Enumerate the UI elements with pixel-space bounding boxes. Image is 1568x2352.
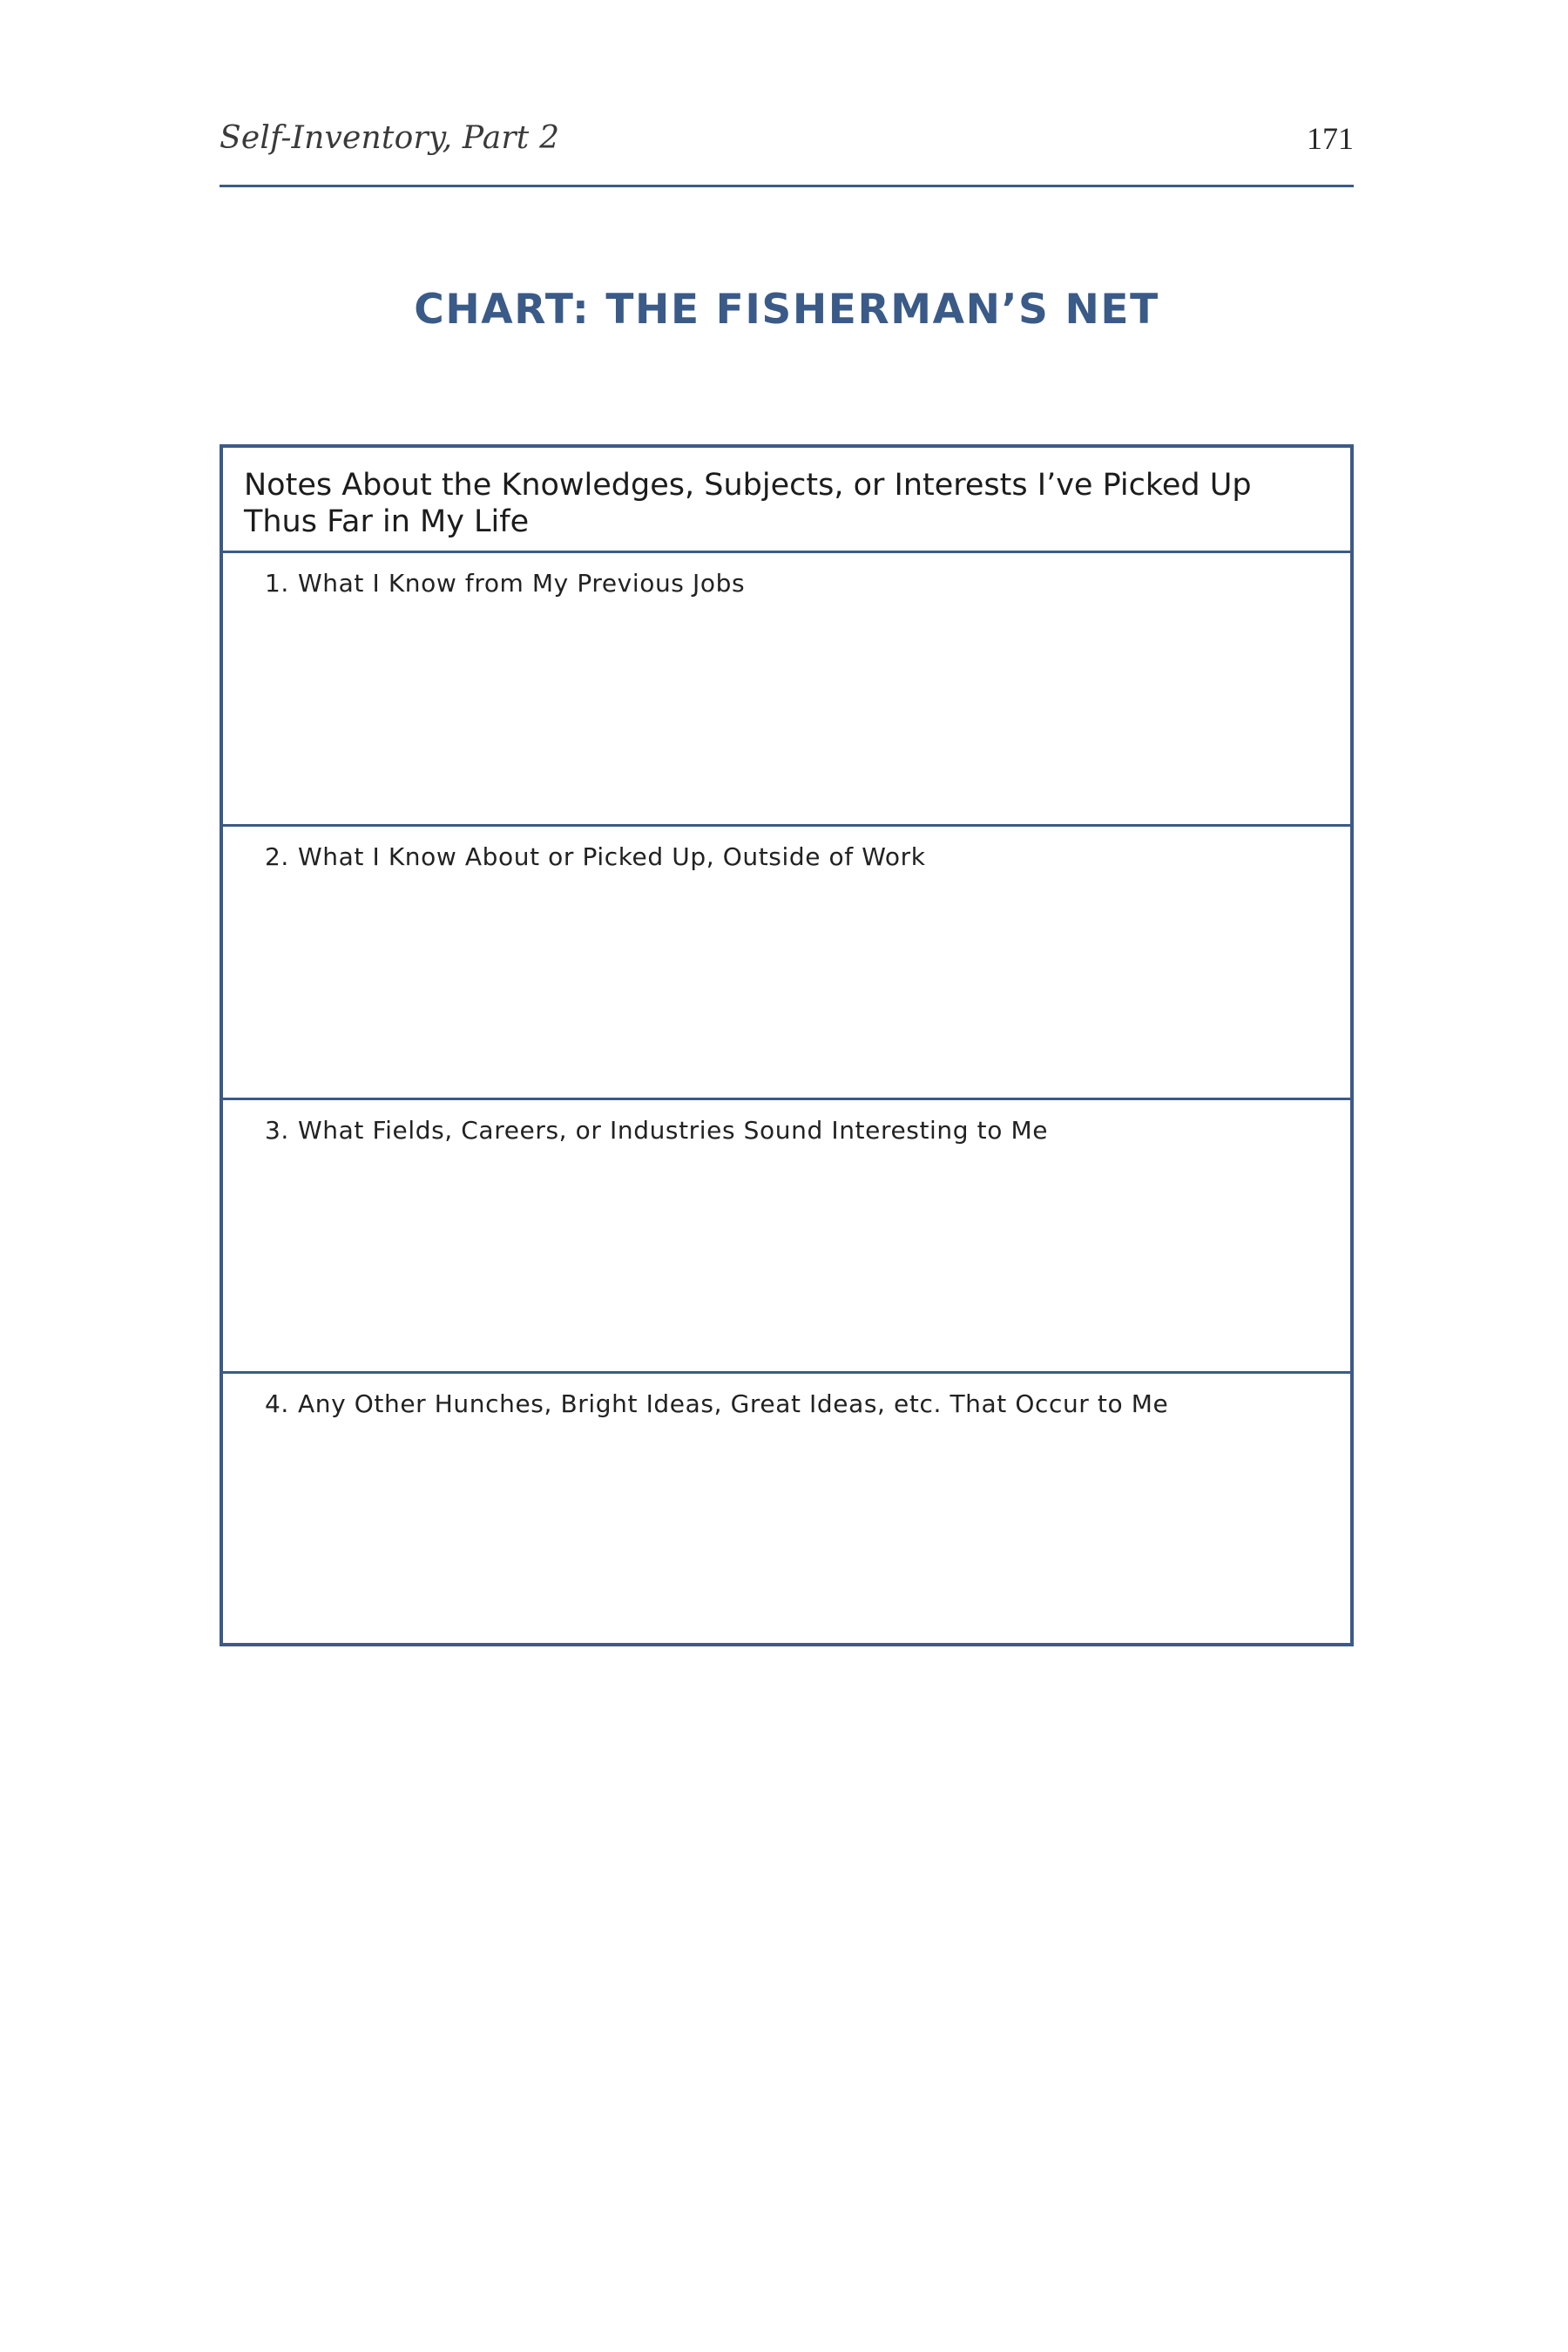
table-row-outside-work[interactable] (223, 827, 1350, 1100)
table-row-interesting-fields[interactable] (223, 1100, 1350, 1374)
row-number: 3. (265, 1116, 289, 1145)
row-label (265, 842, 926, 871)
row-number: 4. (265, 1389, 289, 1418)
running-title: Self-Inventory, Part 2 (220, 120, 560, 156)
page-number: 171 (1307, 121, 1354, 156)
row-label (265, 1116, 1048, 1145)
fishermans-net-table (220, 444, 1354, 1646)
row-label (265, 1389, 1168, 1418)
chart-title: CHART: THE FISHERMAN’S NET (414, 286, 1159, 334)
table-row-previous-jobs[interactable] (223, 553, 1350, 827)
table-row-other-hunches[interactable] (223, 1374, 1350, 1647)
table-header-line-2: Thus Far in My Life (244, 504, 530, 539)
row-label (265, 569, 745, 598)
row-number: 2. (265, 842, 289, 871)
table-header-line-1: Notes About the Knowledges, Subjects, or Interests I’ve Picked Up (244, 468, 1252, 503)
header-rule (220, 185, 1354, 187)
running-head (220, 120, 1354, 172)
row-text: What I Know from My Previous Jobs (298, 569, 746, 598)
row-number: 1. (265, 569, 289, 598)
row-text: Any Other Hunches, Bright Ideas, Great Ideas, etc. That Occur to Me (298, 1389, 1169, 1418)
row-text: What Fields, Careers, or Industries Sound Interesting to Me (298, 1116, 1049, 1145)
row-text: What I Know About or Picked Up, Outside of Work (298, 842, 926, 871)
table-header (223, 448, 1350, 553)
